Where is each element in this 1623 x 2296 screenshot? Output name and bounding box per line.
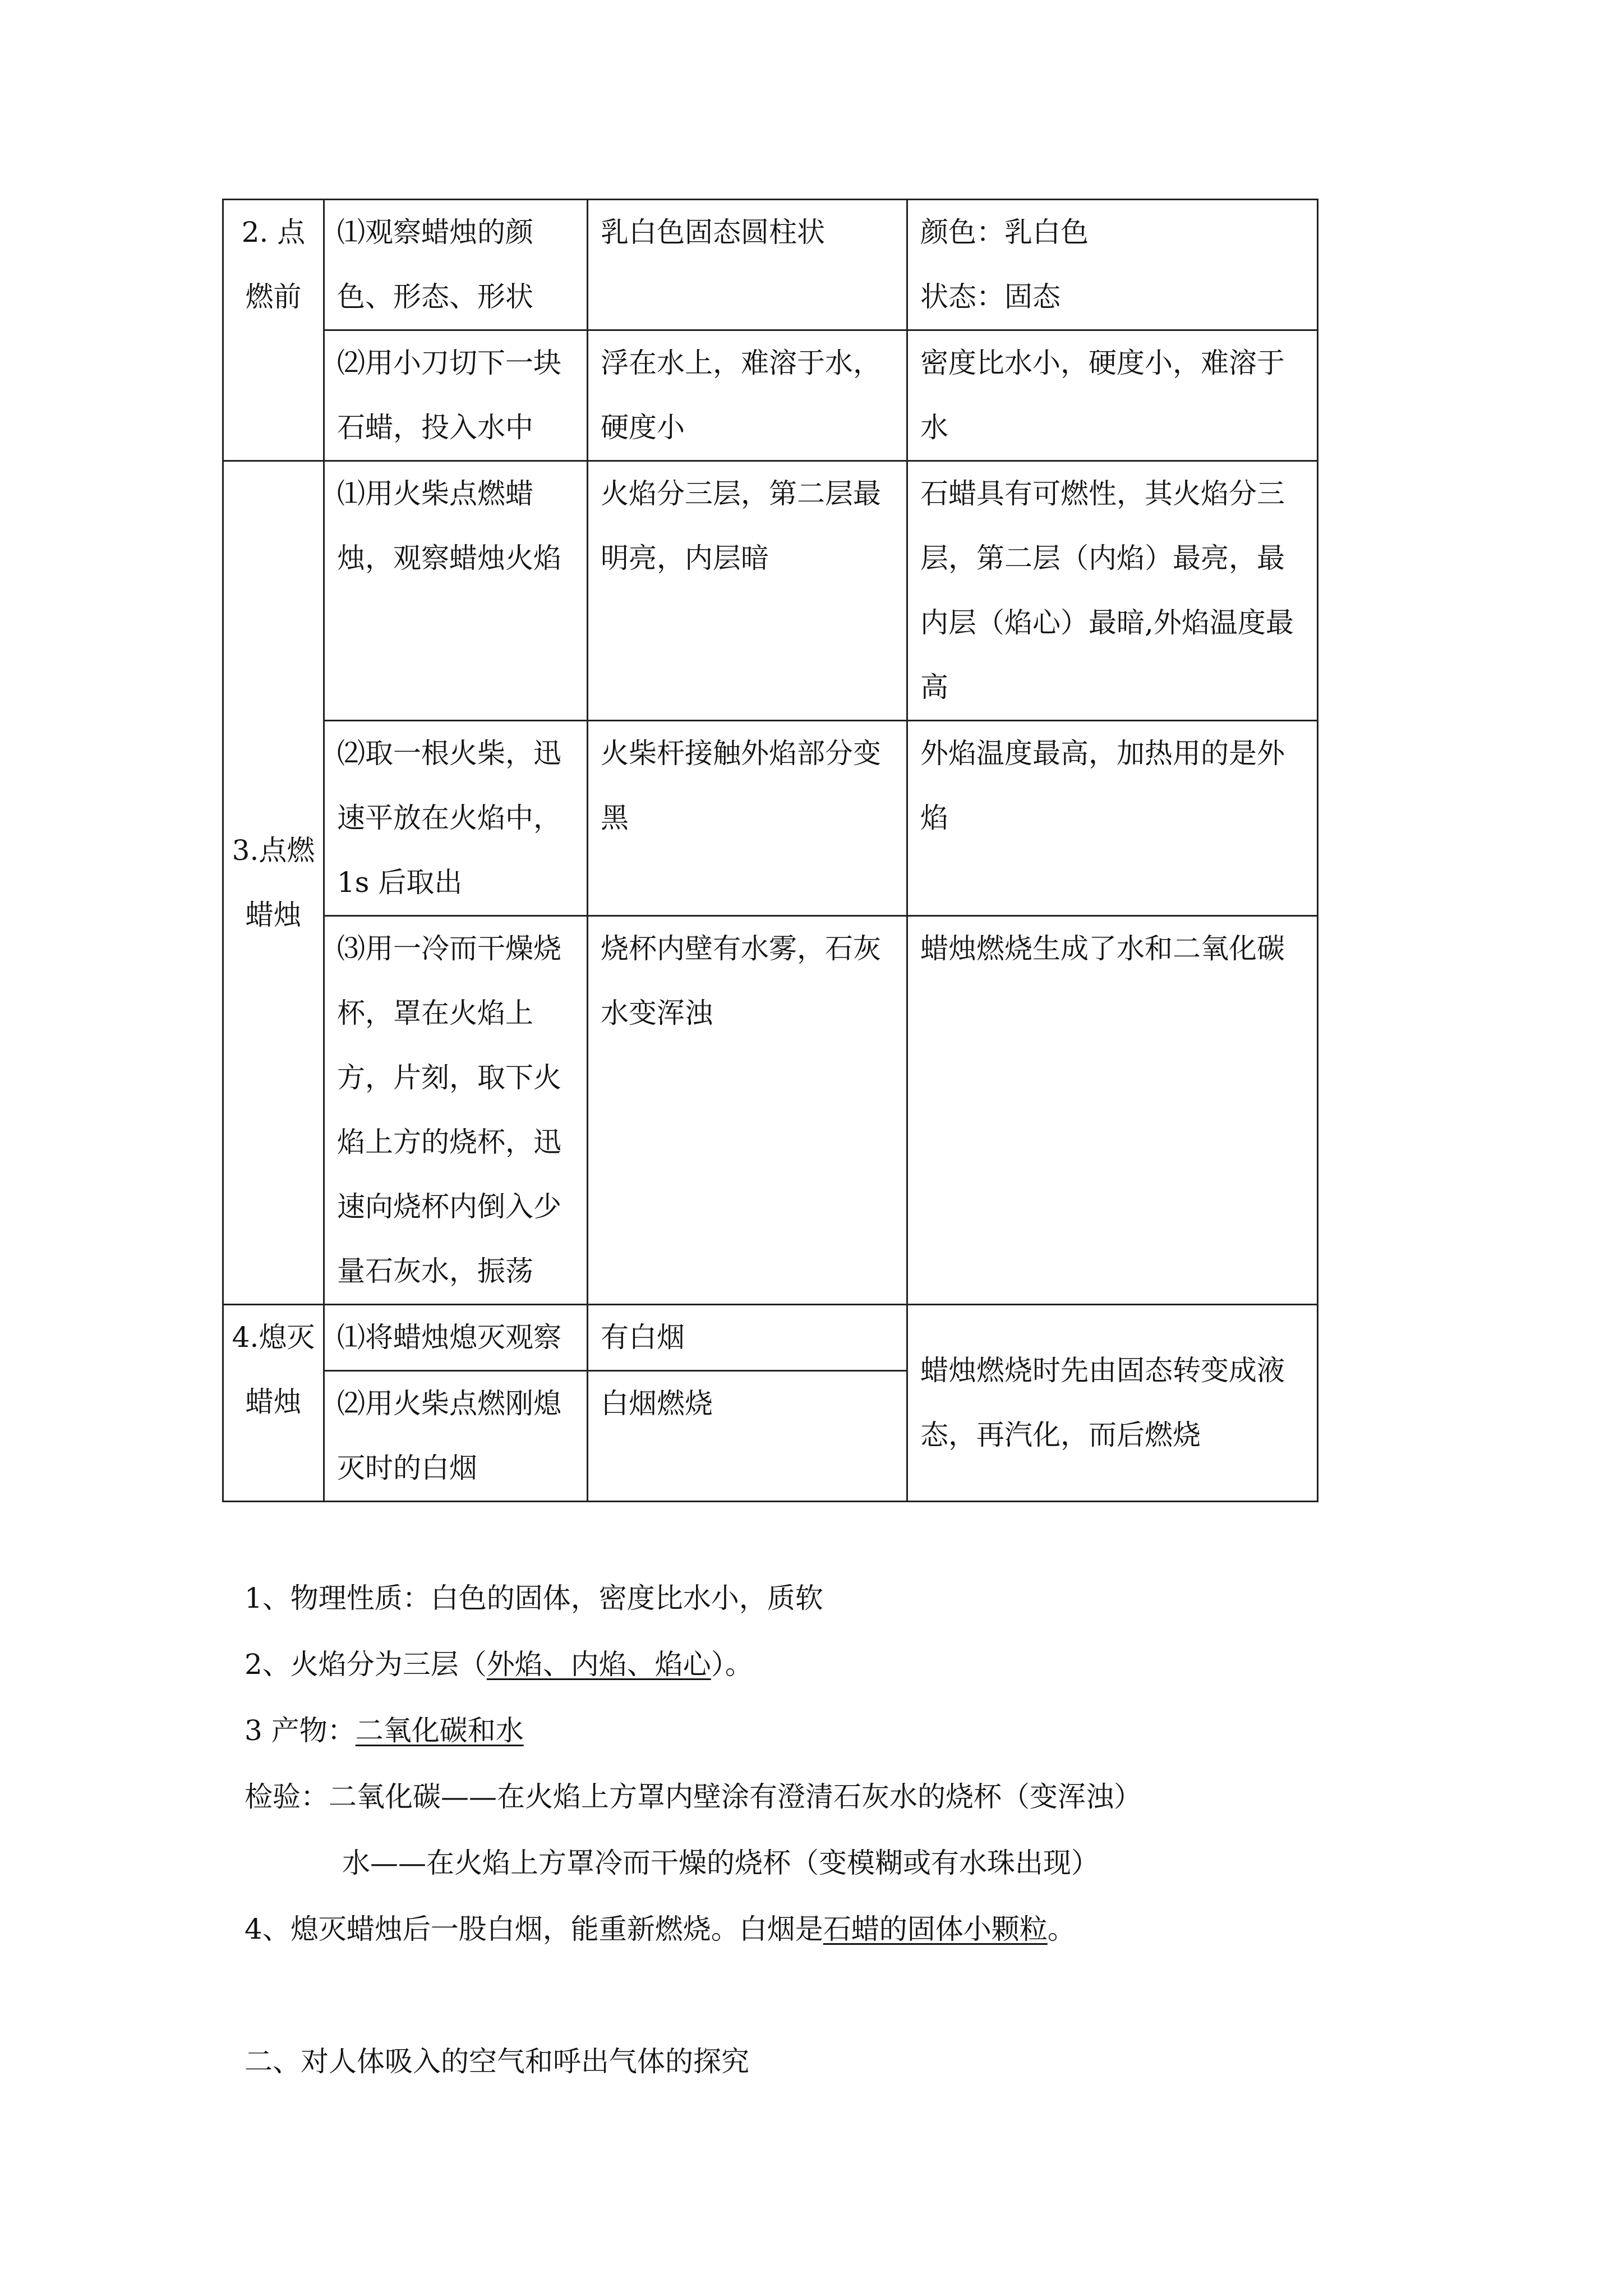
conclusion-cell: 外焰温度最高，加热用的是外焰 <box>907 721 1318 916</box>
step-cell: ⑵用火柴点燃刚熄灭时的白烟 <box>324 1371 588 1502</box>
underlined-answer: 外焰、内焰、焰心 <box>486 1648 711 1681</box>
conclusion-cell: 蜡烛燃烧时先由固态转变成液态，再汽化，而后燃烧 <box>907 1305 1318 1502</box>
conclusion-cell: 蜡烛燃烧生成了水和二氧化碳 <box>907 916 1318 1305</box>
note-products: 3 产物：二氧化碳和水 <box>245 1714 524 1747</box>
underlined-answer: 二氧化碳和水 <box>355 1714 524 1747</box>
note-test-water: 水——在火焰上方罩冷而干燥的烧杯（变模糊或有水珠出现） <box>342 1847 1099 1879</box>
section-label-lighting: 3.点燃蜡烛 <box>223 461 324 1305</box>
table-row <box>223 200 1318 330</box>
step-cell: ⑴将蜡烛熄灭观察 <box>324 1305 588 1371</box>
phenomenon-cell: 有白烟 <box>588 1305 907 1371</box>
section-heading: 二、对人体吸入的空气和呼出气体的探究 <box>245 2045 749 2078</box>
section-label-extinguish: 4.熄灭蜡烛 <box>223 1305 324 1502</box>
step-cell: ⑴观察蜡烛的颜色、形态、形状 <box>324 200 588 330</box>
table-row <box>223 1305 1318 1371</box>
table-row <box>223 461 1318 721</box>
underlined-answer: 石蜡的固体小颗粒 <box>823 1913 1048 1945</box>
table-row <box>223 721 1318 916</box>
note-physical-properties: 1、物理性质：白色的固体，密度比水小，质软 <box>245 1582 823 1614</box>
section-label-before-lighting: 2. 点燃前 <box>223 200 324 461</box>
summary-notes <box>245 1565 1366 2095</box>
conclusion-cell: 颜色：乳白色 状态：固态 <box>907 200 1318 330</box>
step-cell: ⑵用小刀切下一块石蜡，投入水中 <box>324 330 588 461</box>
phenomenon-cell: 白烟燃烧 <box>588 1371 907 1502</box>
note-test-co2: 检验：二氧化碳——在火焰上方罩内壁涂有澄清石灰水的烧杯（变浑浊） <box>245 1780 1142 1813</box>
note-white-smoke: 4、熄灭蜡烛后一股白烟，能重新燃烧。白烟是石蜡的固体小颗粒。 <box>245 1913 1076 1945</box>
step-cell: ⑶用一冷而干燥烧杯，罩在火焰上方，片刻，取下火焰上方的烧杯，迅速向烧杯内倒入少量石灰水，振荡 <box>324 916 588 1305</box>
phenomenon-cell: 浮在水上，难溶于水，硬度小 <box>588 330 907 461</box>
phenomenon-cell: 火柴杆接触外焰部分变黑 <box>588 721 907 916</box>
phenomenon-cell: 火焰分三层，第二层最明亮，内层暗 <box>588 461 907 721</box>
table-row <box>223 330 1318 461</box>
conclusion-cell: 石蜡具有可燃性，其火焰分三层，第二层（内焰）最亮，最内层（焰心）最暗,外焰温度最高 <box>907 461 1318 721</box>
step-cell: ⑴用火柴点燃蜡烛，观察蜡烛火焰 <box>324 461 588 721</box>
conclusion-cell: 密度比水小，硬度小，难溶于水 <box>907 330 1318 461</box>
phenomenon-cell: 烧杯内壁有水雾，石灰水变浑浊 <box>588 916 907 1305</box>
candle-experiment-table <box>222 199 1318 1502</box>
note-flame-layers: 2、火焰分为三层（外焰、内焰、焰心）。 <box>245 1648 753 1681</box>
phenomenon-cell: 乳白色固态圆柱状 <box>588 200 907 330</box>
table-row <box>223 916 1318 1305</box>
step-cell: ⑵取一根火柴，迅速平放在火焰中，1s 后取出 <box>324 721 588 916</box>
